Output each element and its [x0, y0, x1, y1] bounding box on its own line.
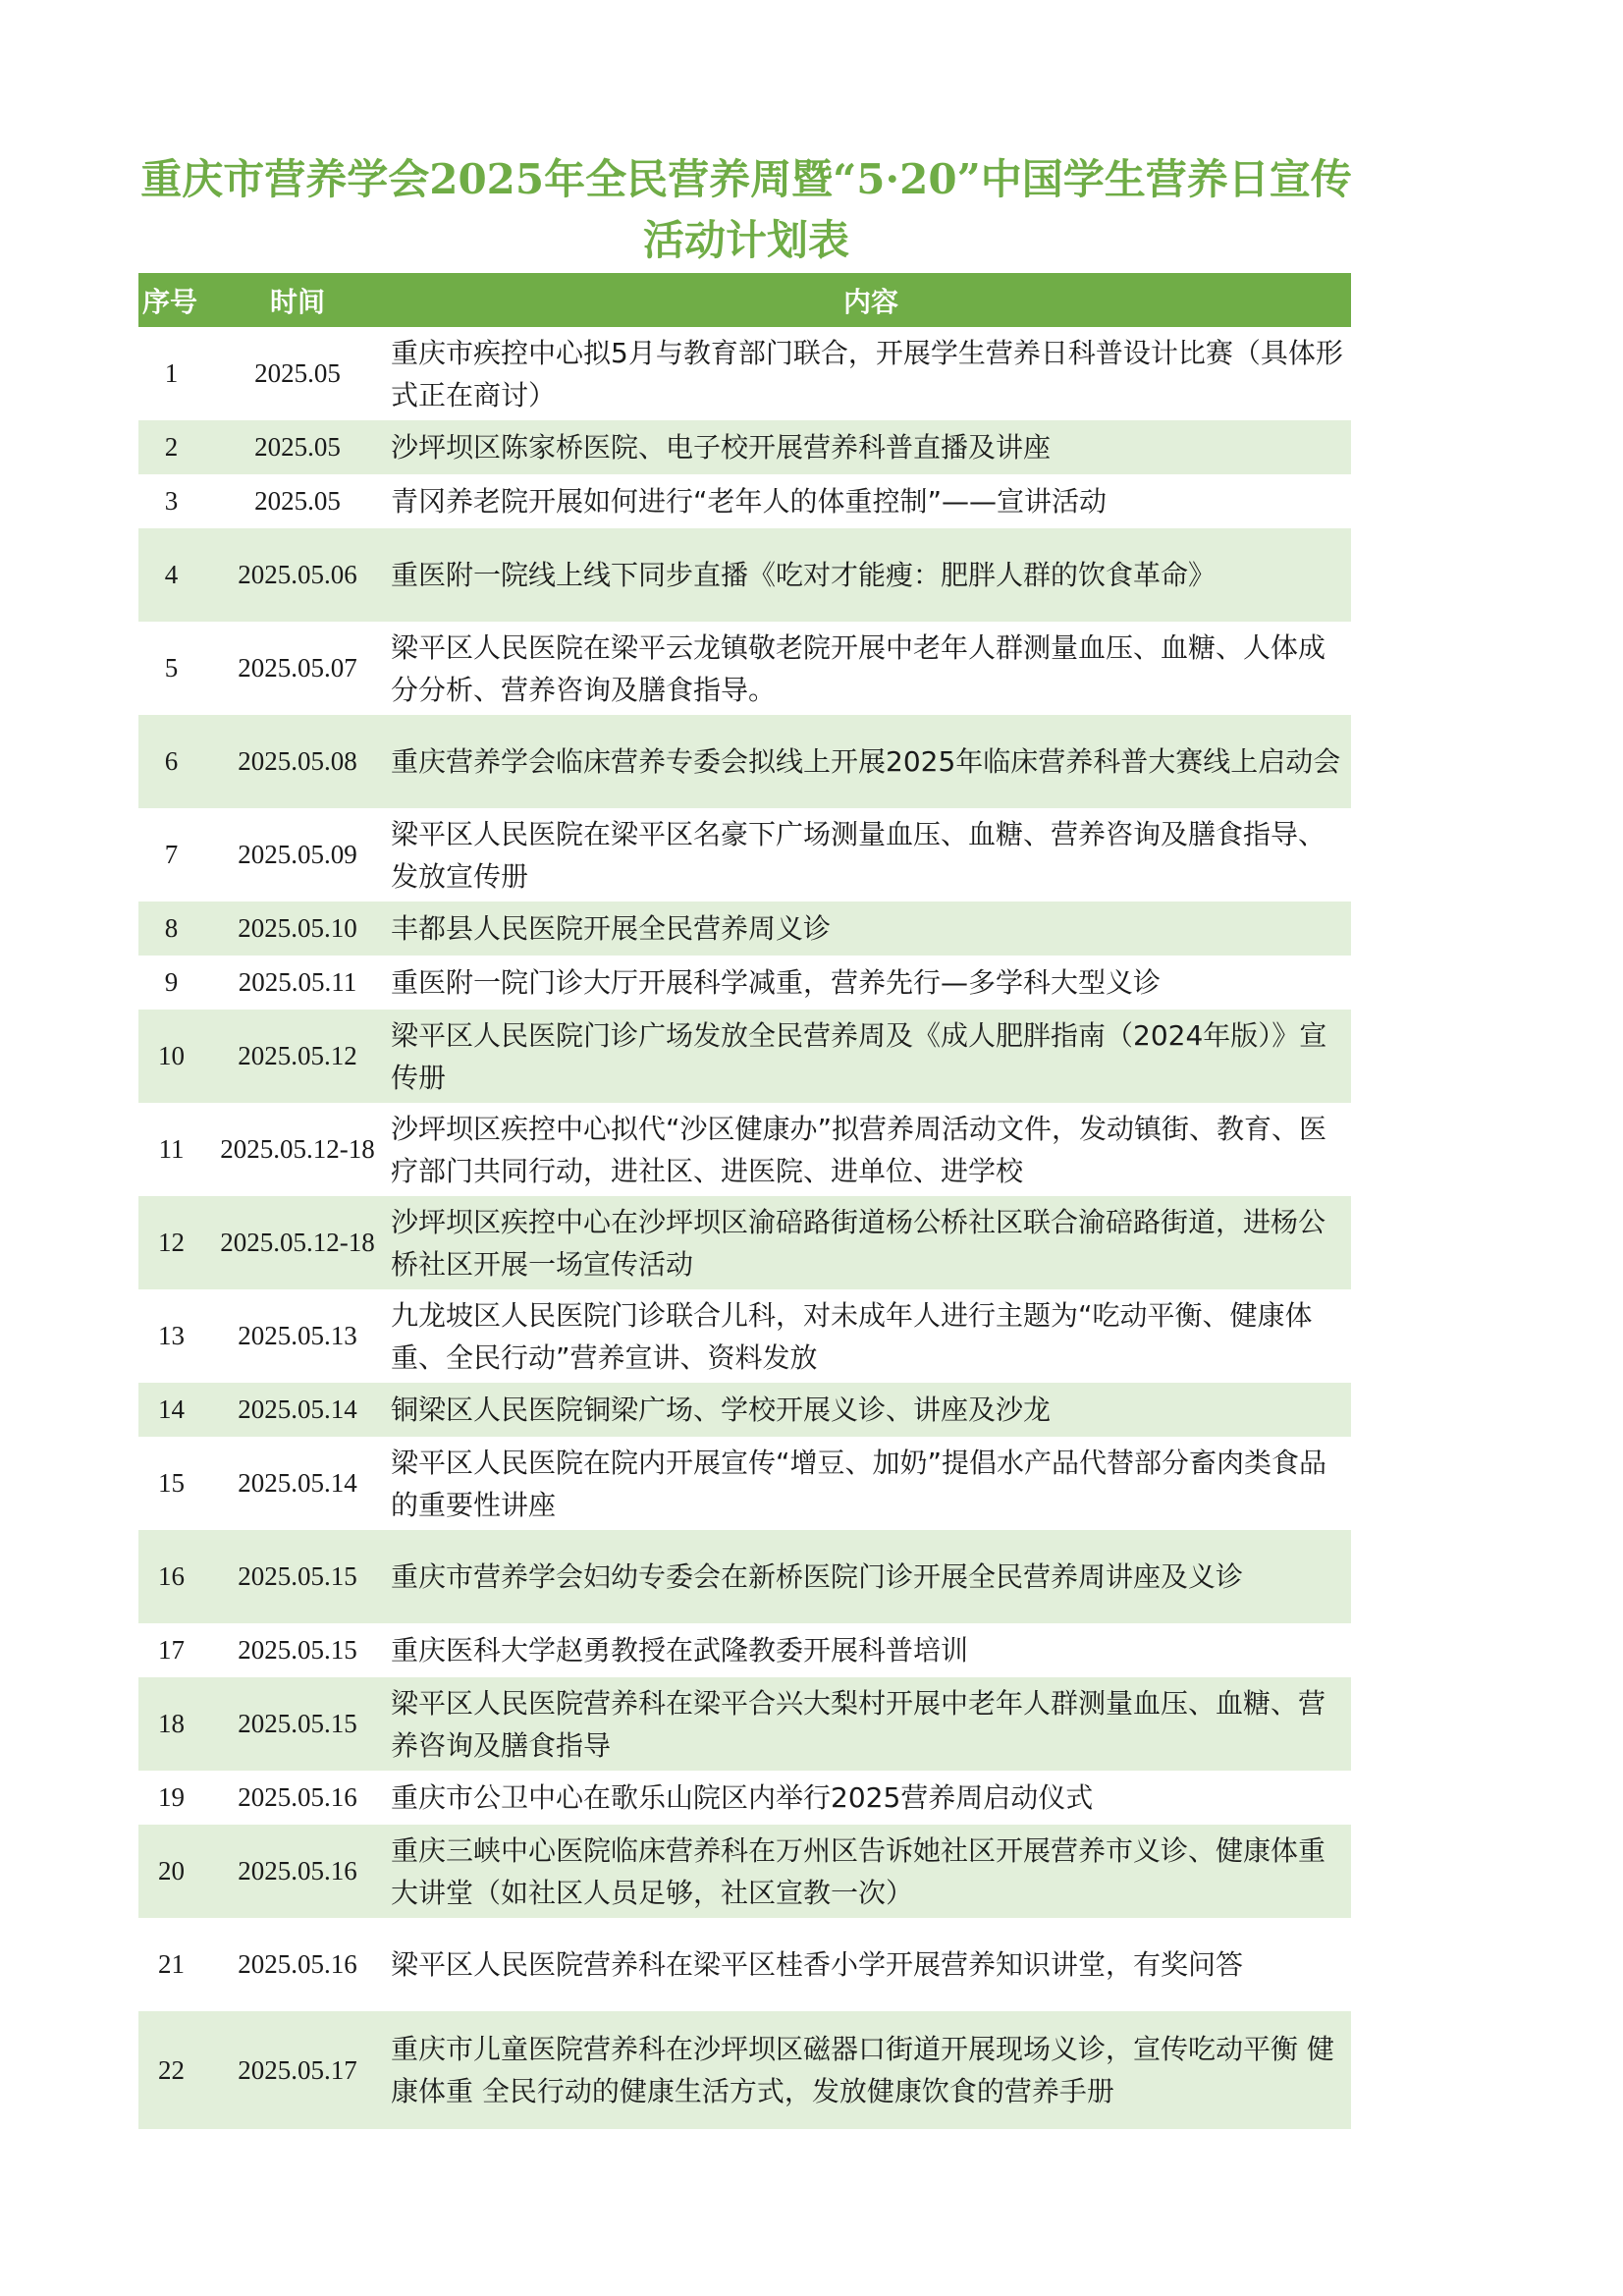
row-number: 9 [164, 967, 179, 997]
row-number: 4 [164, 560, 179, 589]
row-content: 重庆市儿童医院营养科在沙坪坝区磁器口街道开展现场义诊，宣传吃动平衡 健康体重 全民行动的健康生活方式，发放健康饮食的营养手册 [391, 2033, 1334, 2107]
row-content: 重医附一院门诊大厅开展科学减重，营养先行—多学科大型义诊 [391, 966, 1162, 999]
row-time: 2025.05 [254, 358, 341, 388]
table-row [138, 420, 1351, 474]
row-number: 2 [164, 432, 179, 462]
table-row [138, 1103, 1351, 1196]
row-number: 13 [158, 1321, 185, 1350]
row-content: 沙坪坝区疾控中心在沙坪坝区渝碚路街道杨公桥社区联合渝碚路街道，进杨公桥社区开展一场宣传活动 [391, 1205, 1326, 1281]
row-time: 2025.05.12-18 [220, 1134, 375, 1164]
row-content: 青冈养老院开展如何进行“老年人的体重控制”——宣讲活动 [391, 485, 1108, 518]
row-time: 2025.05.12-18 [220, 1228, 375, 1257]
row-number: 8 [164, 913, 179, 943]
table-row [138, 622, 1351, 715]
row-number: 16 [158, 1561, 185, 1591]
table-row [138, 808, 1351, 902]
row-number: 14 [158, 1394, 185, 1424]
row-time: 2025.05.16 [238, 1949, 357, 1979]
table-row [138, 715, 1351, 808]
row-number: 5 [164, 653, 179, 683]
table-row [138, 528, 1351, 622]
row-number: 10 [158, 1041, 185, 1070]
row-content: 重庆市疾控中心拟5月与教育部门联合，开展学生营养日科普设计比赛（具体形式正在商讨） [391, 336, 1343, 411]
row-time: 2025.05.12 [238, 1041, 357, 1070]
header-content: 内容 [842, 285, 898, 318]
row-content [391, 1103, 1351, 1196]
row-content: 重庆市营养学会妇幼专委会在新桥医院门诊开展全民营养周讲座及义诊 [391, 1560, 1244, 1593]
row-time: 2025.05.10 [238, 913, 357, 943]
row-content: 重庆市公卫中心在歌乐山院区内举行2025营养周启动仪式 [391, 1781, 1094, 1814]
row-number: 1 [164, 358, 179, 388]
page-title: 重庆市营养学会2025年全民营养周暨“5·20”中国学生营养日宣传活动计划表 [140, 155, 1352, 264]
row-content: 梁平区人民医院营养科在梁平合兴大梨村开展中老年人群测量血压、血糖、营养咨询及膳食指导 [391, 1686, 1326, 1762]
table-row [138, 1918, 1351, 2011]
row-content: 重庆三峡中心医院临床营养科在万州区告诉她社区开展营养市义诊、健康体重大讲堂（如社区人员足够，社区宣教一次） [391, 1833, 1326, 1909]
header-serial-number: 序号 [142, 285, 198, 318]
row-content: 沙坪坝区陈家桥医院、电子校开展营养科普直播及讲座 [391, 431, 1052, 464]
row-time: 2025.05.09 [238, 840, 357, 869]
row-number: 20 [158, 1856, 185, 1886]
table-row [138, 474, 1351, 528]
row-content: 重医附一院线上线下同步直播《吃对才能瘦：肥胖人群的饮食革命》 [391, 559, 1217, 591]
row-time: 2025.05.11 [238, 967, 357, 997]
row-time: 2025.05.15 [238, 1561, 357, 1591]
row-number: 11 [158, 1134, 185, 1164]
row-time: 2025.05.06 [238, 560, 357, 589]
row-content: 丰都县人民医院开展全民营养周义诊 [391, 912, 832, 945]
row-time: 2025.05.16 [238, 1856, 357, 1886]
row-content: 梁平区人民医院门诊广场发放全民营养周及《成人肥胖指南（2024年版）》宣传册 [391, 1018, 1327, 1094]
row-number: 15 [158, 1468, 185, 1498]
row-time: 2025.05.08 [238, 746, 357, 776]
row-content: 梁平区人民医院营养科在梁平区桂香小学开展营养知识讲堂，有奖问答 [391, 1948, 1244, 1981]
row-time: 2025.05 [254, 432, 341, 462]
table-row [138, 2011, 1351, 2129]
row-content: 梁平区人民医院在梁平区名豪下广场测量血压、血糖、营养咨询及膳食指导、发放宣传册 [391, 817, 1326, 893]
row-content: 重庆医科大学赵勇教授在武隆教委开展科普培训 [391, 1634, 969, 1667]
table-row [138, 1825, 1351, 1918]
row-number: 22 [158, 2054, 185, 2085]
row-number: 7 [164, 840, 179, 869]
table-row [138, 1623, 1351, 1677]
row-time: 2025.05.15 [238, 1709, 357, 1738]
table-row [138, 1437, 1351, 1530]
row-time: 2025.05.16 [238, 1782, 357, 1812]
row-time: 2025.05.07 [238, 653, 357, 683]
table-row [138, 327, 1351, 420]
table-row [138, 1383, 1351, 1437]
row-time: 2025.05.15 [238, 1635, 357, 1665]
row-number: 12 [158, 1228, 185, 1257]
row-content: 铜梁区人民医院铜梁广场、学校开展义诊、讲座及沙龙 [391, 1394, 1052, 1426]
table-row [138, 1196, 1351, 1289]
table-row [138, 1010, 1351, 1103]
row-time: 2025.05.17 [238, 2054, 357, 2085]
table-row [138, 1771, 1351, 1825]
header-time: 时间 [269, 285, 325, 318]
row-content: 梁平区人民医院在院内开展宣传“增豆、加奶”提倡水产品代替部分畜肉类食品的重要性讲座 [391, 1446, 1327, 1521]
row-time: 2025.05.14 [238, 1468, 357, 1498]
row-time: 2025.05.13 [238, 1321, 357, 1350]
row-time: 2025.05 [254, 486, 341, 516]
row-number: 17 [158, 1635, 185, 1665]
row-content-text: 沙坪坝区疾控中心拟代“沙区健康办”拟营养周活动文件，发动镇街、教育、医疗部门共同行动，进社区、进医院、进单位、进学校 [391, 1112, 1327, 1187]
table-header-row [138, 273, 1351, 327]
row-number: 3 [164, 486, 179, 516]
row-content: 重庆营养学会临床营养专委会拟线上开展2025年临床营养科普大赛线上启动会 [391, 745, 1341, 778]
table-row [138, 1530, 1351, 1623]
row-number: 6 [164, 746, 179, 776]
row-content: 九龙坡区人民医院门诊联合儿科，对未成年人进行主题为“吃动平衡、健康体重、全民行动”营养宣讲、资料发放 [391, 1298, 1313, 1374]
row-time: 2025.05.14 [238, 1394, 357, 1424]
table-row [138, 902, 1351, 956]
table-row [138, 956, 1351, 1010]
table-row [138, 1289, 1351, 1383]
activity-plan-table [138, 273, 1351, 2129]
table-row [138, 1677, 1351, 1771]
row-number: 18 [158, 1709, 185, 1738]
row-content: 梁平区人民医院在梁平云龙镇敬老院开展中老年人群测量血压、血糖、人体成分分析、营养咨询及膳食指导。 [391, 630, 1326, 706]
row-number: 21 [158, 1949, 185, 1979]
row-number: 19 [158, 1782, 185, 1812]
